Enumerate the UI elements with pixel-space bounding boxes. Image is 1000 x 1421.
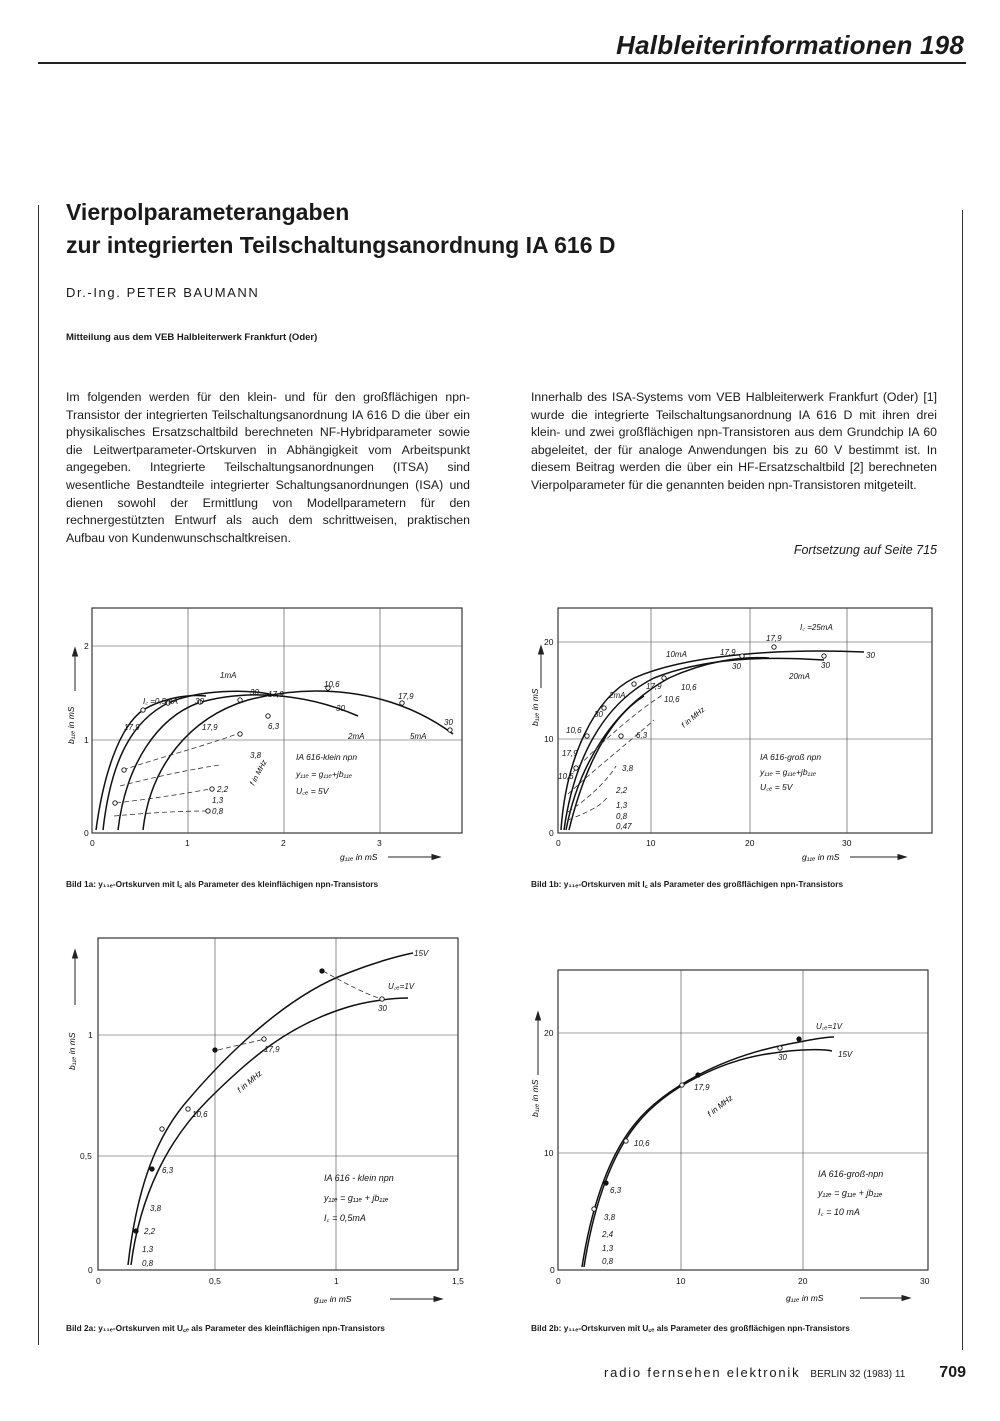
point-label: 3,8 <box>150 1204 162 1213</box>
y-tick: 20 <box>544 637 554 647</box>
point-label: 30 <box>594 710 603 719</box>
y-tick: 0 <box>550 1265 555 1275</box>
info-line: U꜀ₑ = 5V <box>760 782 793 792</box>
info-box <box>759 752 821 792</box>
figure-1b-plot <box>524 598 944 868</box>
y-tick: 0 <box>84 828 89 838</box>
y-tick: 0 <box>88 1265 93 1275</box>
y-ticks <box>544 637 554 838</box>
figure-1b <box>524 598 944 868</box>
curve-label: I꜀ =0,5mA <box>143 697 179 706</box>
freq-label: 1,3 <box>212 796 224 805</box>
point-label: 3,8 <box>604 1213 616 1222</box>
info-line: I꜀ = 10 mA <box>818 1207 860 1217</box>
point-label: 17,9 <box>202 723 218 732</box>
point-label: 0,8 <box>142 1259 154 1268</box>
caption-label: Bild 2b: <box>531 1323 562 1333</box>
freq-arrow-label: f in MHz <box>679 704 707 730</box>
header-rule <box>38 62 966 64</box>
y-axis-arrow <box>73 648 78 691</box>
x-axis-label: g₁₁ₑ in mS <box>314 1294 352 1304</box>
freq-label: 0,8 <box>616 812 628 821</box>
x-axis-arrow <box>390 1297 442 1302</box>
x-axis-arrow <box>388 855 440 860</box>
curves <box>561 651 864 830</box>
point-label: 30 <box>250 688 259 697</box>
y-tick: 10 <box>544 734 554 744</box>
left-margin-rule <box>38 205 39 1345</box>
freq-arrow-label: f in MHz <box>705 1093 735 1119</box>
figure-1a <box>58 598 478 868</box>
y-axis-arrow <box>73 950 78 1005</box>
point-label: 30 <box>821 661 830 670</box>
info-line: IA 616-groß npn <box>760 752 822 762</box>
info-line: I꜀ = 0,5mA <box>324 1213 366 1223</box>
caption-label: Bild 2a: <box>66 1323 96 1333</box>
curve-label: 1mA <box>220 671 237 680</box>
y-axis-arrow <box>539 646 544 688</box>
x-axis-label: g₁₁ₑ in mS <box>340 852 378 862</box>
point-labels <box>142 949 429 1268</box>
point-label: 17,9 <box>398 692 414 701</box>
x-tick: 10 <box>646 838 656 848</box>
point-label: 30 <box>444 718 453 727</box>
info-box <box>323 1173 394 1223</box>
curve-label: U꜀ₑ=1V <box>388 982 415 991</box>
body-text-left: Im folgenden werden für den klein- und für den großflächigen npn-Transistor der integrierten Teilschaltungsanordnung IA 616 D die über ein physikalisches Ersatzschaltbild berechneten NF-Hybridparameter sowie die Leitwertparameter-Ortskurven in Abhängigkeit vom Arbeitspunkt angegeben. Integrierte Teilschaltungsanordnungen (ITSA) sind wesentliche Bestandteile integrierter Schaltungsanordnungen (ISA) und dienen sowohl der Ermittlung von Modellparametern für den rechnergestützten Entwurf als auch dem schrittweisen, praktischen Aufbau von Kundenwunschschaltkreisen. <box>66 390 470 545</box>
point-label: 10,6 <box>664 695 680 704</box>
y-axis-label: b₁₁ₑ in mS <box>66 706 76 744</box>
point-label: 17,9 <box>694 1083 710 1092</box>
point-label: 30 <box>732 662 741 671</box>
freq-label: 3,8 <box>250 751 262 760</box>
continuation-note: Fortsetzung auf Seite 715 <box>793 543 937 557</box>
caption-label: Bild 1a: <box>66 879 96 889</box>
freq-arrow-label: f in MHz <box>235 1068 264 1095</box>
grid <box>558 970 928 1270</box>
point-label: 2,4 <box>602 1230 614 1239</box>
plot-frame <box>558 970 928 1270</box>
point-label: 6,3 <box>636 731 648 740</box>
point-label: 17,9 <box>268 690 284 699</box>
freq-label: 2,2 <box>217 785 229 794</box>
y-ticks <box>80 1030 93 1275</box>
point-labels <box>601 1022 853 1266</box>
figure-2b <box>524 965 944 1315</box>
point-label: 30 <box>866 651 875 660</box>
y-tick: 1 <box>88 1030 93 1040</box>
point-label: 0,8 <box>602 1257 614 1266</box>
article-title <box>66 196 616 262</box>
figure-2a-plot <box>58 935 478 1315</box>
y-axis-label: b₁₁ₑ in mS <box>530 1079 540 1117</box>
y-tick: 0,5 <box>80 1151 92 1161</box>
x-tick: 0,5 <box>209 1276 221 1286</box>
curves <box>128 953 413 1265</box>
point-label: 1,3 <box>602 1244 614 1253</box>
info-line: IA 616-groß-npn <box>818 1169 884 1179</box>
y-tick: 0 <box>549 828 554 838</box>
y-tick: 10 <box>544 1148 554 1158</box>
info-line: y₁₁ₑ = g₁₁ₑ+jb₁₁ₑ <box>760 767 817 777</box>
point-label: 17,9 <box>124 723 140 732</box>
freq-label: 1,3 <box>616 801 628 810</box>
footer-magazine: radio fernsehen elektronik <box>604 1365 801 1380</box>
info-line: y₁₁ₑ = g₁₁ₑ + jb₁₁ₑ <box>324 1193 389 1203</box>
series-title: Halbleiterinformationen 198 <box>616 30 964 60</box>
freq-label: 2,2 <box>616 786 628 795</box>
point-label: 17,9 <box>720 648 736 657</box>
y-axis-label: b₁₁ₑ in mS <box>67 1032 77 1070</box>
point-label: 6,3 <box>162 1166 174 1175</box>
curve-label: 10mA <box>666 650 687 659</box>
x-tick: 0 <box>556 838 561 848</box>
freq-label: 0,8 <box>212 807 224 816</box>
data-markers <box>592 1037 801 1211</box>
curve-label: 15V <box>838 1050 853 1059</box>
footer <box>604 1364 966 1382</box>
x-tick: 30 <box>842 838 852 848</box>
article-title-line-1: Vierpolparameterangaben <box>66 199 350 225</box>
x-axis-arrow <box>850 855 906 860</box>
point-label: 17,9 <box>766 634 782 643</box>
freq-label: 0,47 <box>616 822 632 831</box>
x-ticks <box>556 1276 930 1286</box>
point-label: 10,6 <box>192 1110 208 1119</box>
point-label: 1,3 <box>142 1245 154 1254</box>
caption-text: y₁₁ₑ-Ortskurven mit I꜀ als Parameter des kleinflächigen npn-Transistors <box>98 879 379 889</box>
figure-2b-plot <box>524 965 944 1315</box>
point-label: 10,6 <box>324 680 340 689</box>
grid <box>92 608 462 833</box>
point-label: 10,6 <box>681 683 697 692</box>
info-line: U꜀ₑ = 5V <box>296 786 329 796</box>
curve-label: 15V <box>414 949 429 958</box>
point-label: 6,3 <box>610 1186 622 1195</box>
x-tick: 0 <box>96 1276 101 1286</box>
caption-figure-1a <box>66 878 470 890</box>
point-label: 30 <box>336 704 345 713</box>
figure-1a-plot <box>58 598 478 868</box>
point-label: 30 <box>778 1053 787 1062</box>
grid <box>558 608 932 833</box>
caption-text: y₁₁ₑ-Ortskurven mit U꜀ₑ als Parameter des großflächigen npn-Transistors <box>563 1323 850 1333</box>
info-box <box>817 1169 883 1217</box>
x-ticks <box>96 1276 464 1286</box>
caption-figure-1b <box>531 878 935 890</box>
point-label: 2,2 <box>144 1227 156 1236</box>
x-tick: 1 <box>334 1276 339 1286</box>
info-line: IA 616 - klein npn <box>324 1173 394 1183</box>
freq-arrow-label: f in MHz <box>247 758 269 787</box>
x-ticks <box>90 838 382 848</box>
x-tick: 0 <box>556 1276 561 1286</box>
point-label: 17,9 <box>264 1045 280 1054</box>
x-tick: 1,5 <box>452 1276 464 1286</box>
caption-figure-2a <box>66 1322 470 1334</box>
y-tick: 20 <box>544 1028 554 1038</box>
info-box <box>295 752 357 796</box>
x-tick: 2 <box>281 838 286 848</box>
info-line: IA 616-klein npn <box>296 752 358 762</box>
figure-2a <box>58 935 478 1315</box>
y-ticks <box>84 641 89 838</box>
curve-label: U꜀ₑ=1V <box>816 1022 843 1031</box>
x-tick: 0 <box>90 838 95 848</box>
y-axis-label: b₁₁ₑ in mS <box>530 688 540 726</box>
y-ticks <box>544 1028 555 1275</box>
x-tick: 3 <box>377 838 382 848</box>
caption-label: Bild 1b: <box>531 879 562 889</box>
caption-text: y₁₁ₑ-Ortskurven mit I꜀ als Parameter des großflächigen npn-Transistors <box>563 879 844 889</box>
y-tick: 1 <box>84 735 89 745</box>
page-number: 709 <box>939 1364 966 1381</box>
point-label: 10,6 <box>558 772 574 781</box>
curves <box>582 1037 834 1267</box>
x-axis-arrow <box>860 1296 910 1301</box>
point-label: 10,6 <box>634 1139 650 1148</box>
curve-label: 2mA <box>348 732 365 741</box>
curves <box>96 691 453 830</box>
x-tick: 10 <box>676 1276 686 1286</box>
freq-lines <box>218 971 382 1050</box>
x-tick: 1 <box>185 838 190 848</box>
x-axis-label: g₁₁ₑ in mS <box>786 1293 824 1303</box>
author: Dr.-Ing. PETER BAUMANN <box>66 285 260 300</box>
point-label: 6,3 <box>268 722 280 731</box>
point-label: 17,9 <box>562 749 578 758</box>
point-label: 30 <box>195 697 204 706</box>
point-label: 10,6 <box>566 726 582 735</box>
curve-label: 20mA <box>789 672 810 681</box>
curve-label: I꜀ =25mA <box>800 623 833 632</box>
freq-label: 3,8 <box>622 764 634 773</box>
affiliation: Mitteilung aus dem VEB Halbleiterwerk Frankfurt (Oder) <box>66 332 318 343</box>
info-line: y₁₁ₑ = g₁₁ₑ + jb₁₁ₑ <box>818 1188 883 1198</box>
x-tick: 20 <box>745 838 755 848</box>
x-tick: 20 <box>798 1276 808 1286</box>
curve-label: 2mA <box>609 691 626 700</box>
caption-text: y₁₁ₑ-Ortskurven mit U꜀ₑ als Parameter des kleinflächigen npn-Transistors <box>98 1323 385 1333</box>
x-tick: 30 <box>920 1276 930 1286</box>
point-label: 17,9 <box>646 682 662 691</box>
x-axis-label: g₁₁ₑ in mS <box>802 852 840 862</box>
curve-label: 5mA <box>410 732 427 741</box>
caption-figure-2b <box>531 1322 935 1334</box>
footer-issue: BERLIN 32 (1983) 11 <box>810 1369 906 1380</box>
plot-frame <box>92 608 462 833</box>
article-title-line-2: zur integrierten Teilschaltungsanordnung IA 616 D <box>66 232 616 258</box>
y-axis-arrow <box>536 1012 541 1075</box>
x-ticks <box>556 838 852 848</box>
body-text-right: Innerhalb des ISA-Systems vom VEB Halbleiterwerk Frankfurt (Oder) [1] wurde die integrierte Teilschaltungsanordnung IA 616 D mit ihren drei klein- und zwei großflächigen npn-Transistoren aus dem Grundchip IA 60 abgeleitet, der für analoge Anwendungen bis zu 60 V bestimmt ist. In diesem Beitrag werden die über ein HF-Ersatzschaltbild [2] berechneten Vierpolparameter für die genannten beiden npn-Transistoren mitgeteilt. <box>531 390 937 492</box>
point-label: 30 <box>378 1004 387 1013</box>
y-tick: 2 <box>84 641 89 651</box>
right-margin-rule <box>962 210 963 1350</box>
info-line: y₁₁ₑ = g₁₁ₑ+jb₁₁ₑ <box>296 769 353 779</box>
